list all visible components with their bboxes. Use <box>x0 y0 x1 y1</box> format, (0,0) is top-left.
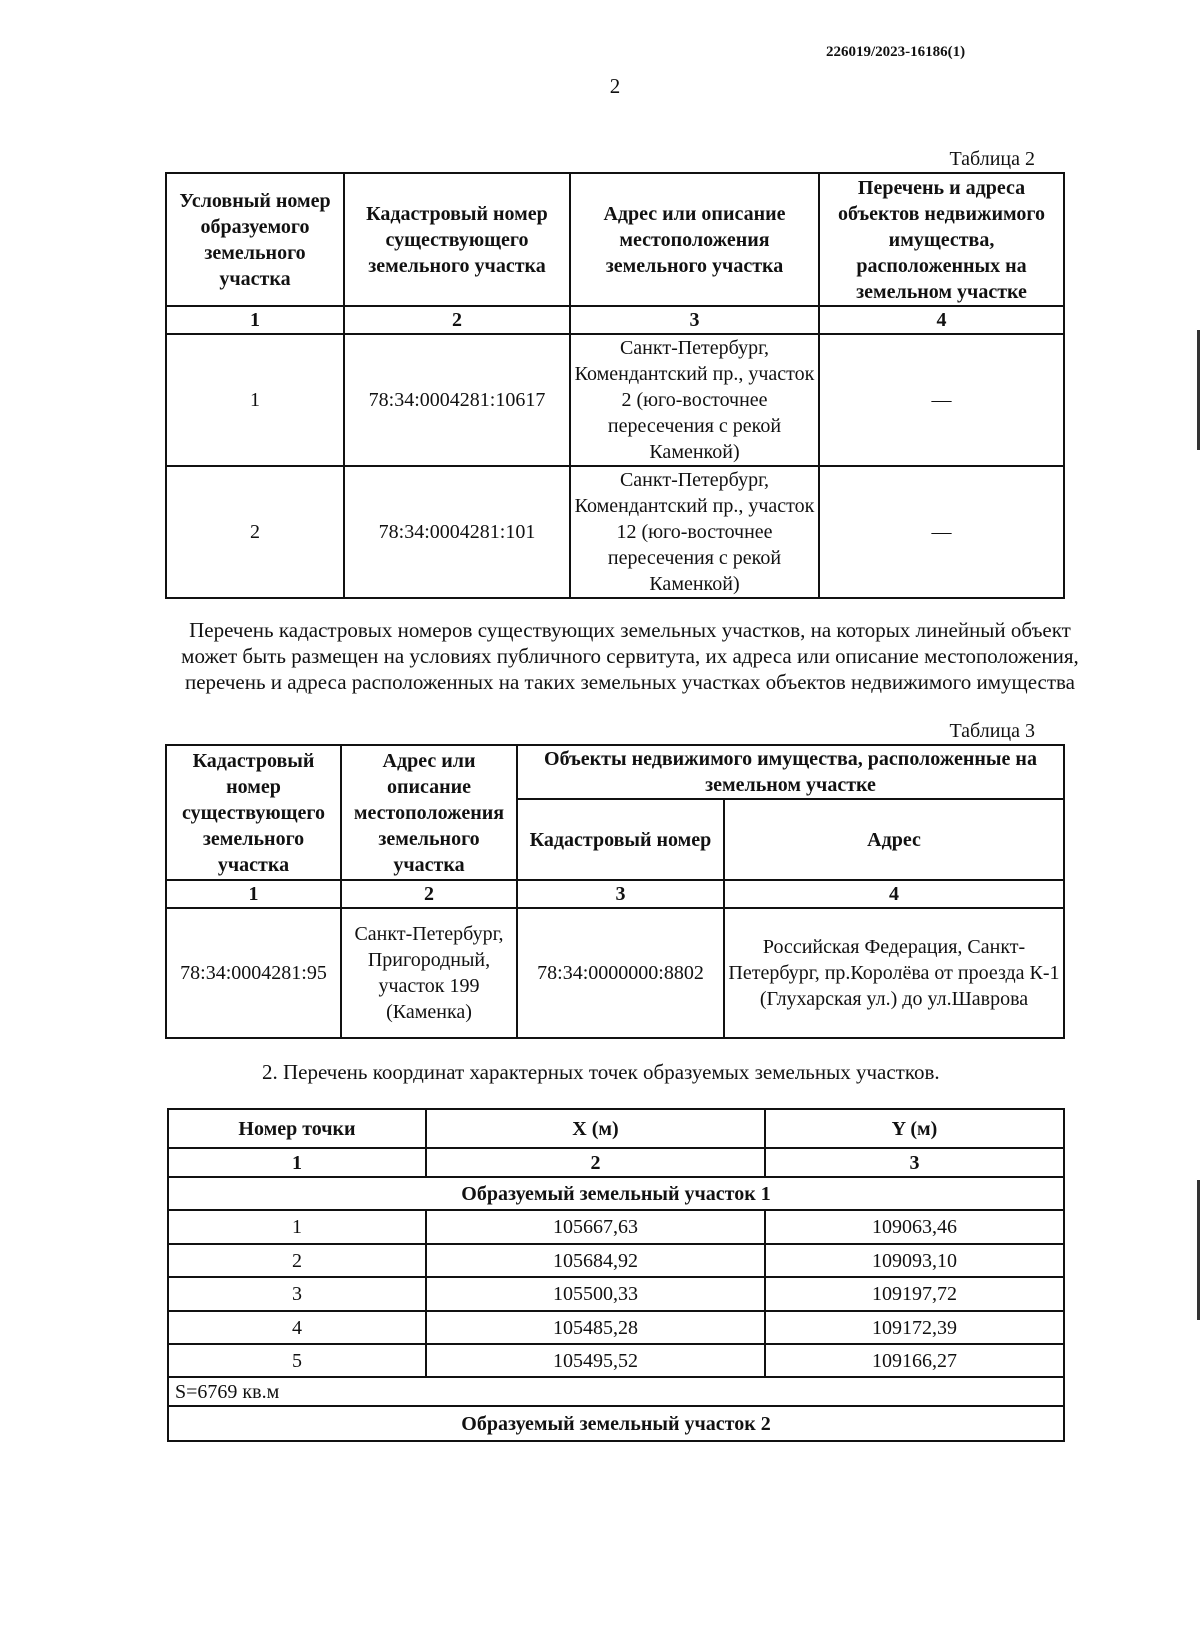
table3-header: Объекты недвижимого имущества, расположенные на земельном участке <box>517 745 1064 799</box>
table-row <box>168 1210 1064 1244</box>
cell: 109063,46 <box>765 1210 1064 1244</box>
cell: 109197,72 <box>765 1277 1064 1311</box>
coordinates-table <box>167 1108 1065 1442</box>
cell: 78:34:0004281:101 <box>344 466 570 598</box>
col-number: 4 <box>819 306 1064 334</box>
table-row <box>168 1277 1064 1311</box>
cell: Российская Федерация, Санкт-Петербург, пр.Королёва от проезда К-1 (Глухарская ул.) до ул.Шаврова <box>724 908 1064 1038</box>
page-number: 2 <box>609 74 621 98</box>
cell: Санкт-Петербург, Комендантский пр., участок 2 (юго-восточнее пересечения с рекой Каменкой) <box>570 334 819 466</box>
cell: 109166,27 <box>765 1344 1064 1377</box>
area-row: S=6769 кв.м <box>168 1377 1064 1406</box>
cell: 4 <box>168 1311 426 1344</box>
table-row <box>168 1244 1064 1277</box>
col-number: 1 <box>166 306 344 334</box>
cell: 105495,52 <box>426 1344 765 1377</box>
col-number: 3 <box>570 306 819 334</box>
cell: — <box>819 466 1064 598</box>
col-number: 1 <box>168 1148 426 1177</box>
cell: Санкт-Петербург, Пригородный, участок 199 (Каменка) <box>341 908 517 1038</box>
table4-header: Номер точки <box>168 1109 426 1148</box>
cell: 105684,92 <box>426 1244 765 1277</box>
table2 <box>165 172 1065 599</box>
paragraph: Перечень кадастровых номеров существующих земельных участков, на которых линейный объект может быть размещен на условиях публичного сервитута, их адреса или описание местоположения, перечень и адреса расположенных на таких земельных участках объектов недвижимого имущества <box>181 618 1079 694</box>
table2-header: Адрес или описание местоположения земельного участка <box>570 173 819 306</box>
cell: 2 <box>168 1244 426 1277</box>
col-number: 2 <box>426 1148 765 1177</box>
cell: 78:34:0004281:10617 <box>344 334 570 466</box>
table2-header: Перечень и адреса объектов недвижимого имущества, расположенных на земельном участке <box>819 173 1064 306</box>
section-row: Образуемый земельный участок 1 <box>168 1177 1064 1210</box>
table3-label: Таблица 3 <box>949 720 1035 742</box>
cell: 78:34:0000000:8802 <box>517 908 724 1038</box>
col-number: 1 <box>166 880 341 908</box>
table4-header: Y (м) <box>765 1109 1064 1148</box>
table2-header: Условный номер образуемого земельного участка <box>166 173 344 306</box>
table-row <box>166 908 1064 1038</box>
table2-header: Кадастровый номер существующего земельного участка <box>344 173 570 306</box>
table2-label: Таблица 2 <box>949 148 1035 170</box>
section-row: Образуемый земельный участок 2 <box>168 1406 1064 1441</box>
col-number: 3 <box>765 1148 1064 1177</box>
cell: 2 <box>166 466 344 598</box>
cell: 109093,10 <box>765 1244 1064 1277</box>
col-number: 2 <box>344 306 570 334</box>
table3-header: Адрес или описание местоположения земельного участка <box>341 745 517 880</box>
cell: 5 <box>168 1344 426 1377</box>
table4-header: X (м) <box>426 1109 765 1148</box>
section-title: 2. Перечень координат характерных точек образуемых земельных участков. <box>262 1060 940 1084</box>
table3-header: Кадастровый номер <box>517 799 724 880</box>
cell: 105667,63 <box>426 1210 765 1244</box>
cell: Санкт-Петербург, Комендантский пр., участок 12 (юго-восточнее пересечения с рекой Каменкой) <box>570 466 819 598</box>
cell: 105485,28 <box>426 1311 765 1344</box>
table-row <box>166 466 1064 598</box>
col-number: 4 <box>724 880 1064 908</box>
col-number: 3 <box>517 880 724 908</box>
cell: 105500,33 <box>426 1277 765 1311</box>
cell: 1 <box>168 1210 426 1244</box>
cell: — <box>819 334 1064 466</box>
table3-header: Кадастровый номер существующего земельного участка <box>166 745 341 880</box>
cell: 3 <box>168 1277 426 1311</box>
col-number: 2 <box>341 880 517 908</box>
table-row <box>168 1311 1064 1344</box>
cell: 78:34:0004281:95 <box>166 908 341 1038</box>
cell: 109172,39 <box>765 1311 1064 1344</box>
table3 <box>165 744 1065 1039</box>
table-row <box>168 1344 1064 1377</box>
table3-header: Адрес <box>724 799 1064 880</box>
table-row <box>166 334 1064 466</box>
document-number: 226019/2023-16186(1) <box>826 44 966 60</box>
cell: 1 <box>166 334 344 466</box>
